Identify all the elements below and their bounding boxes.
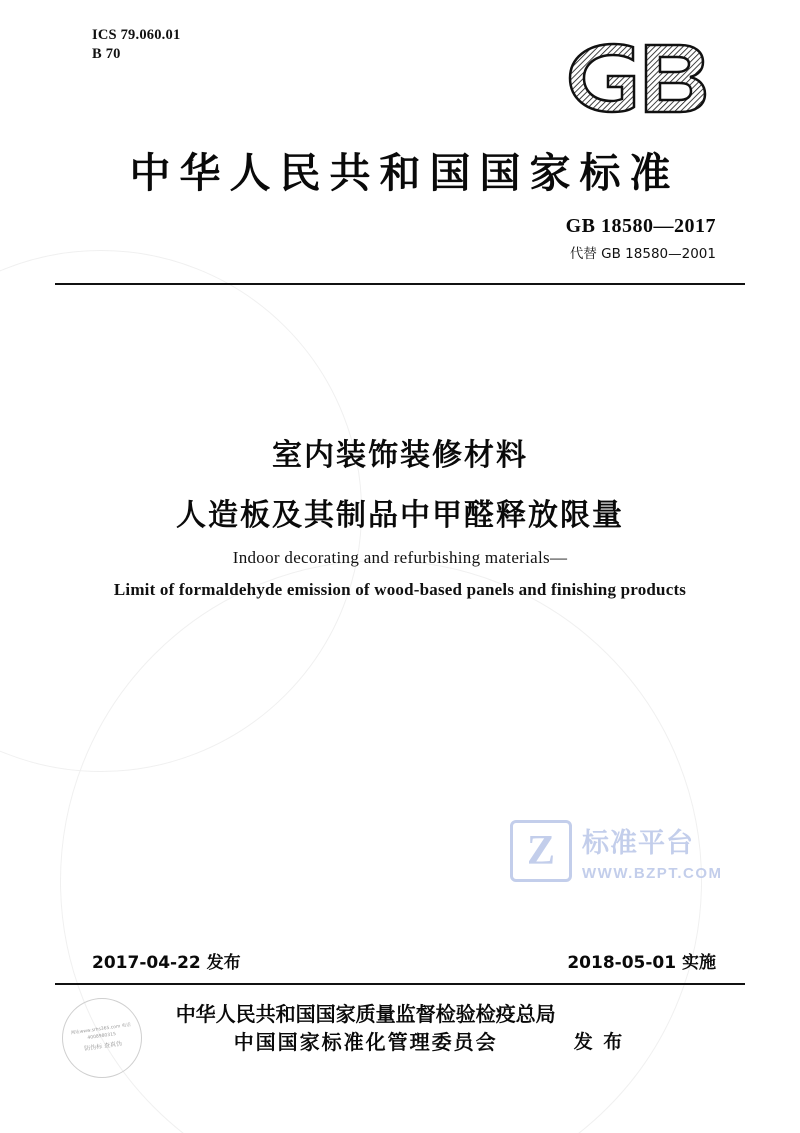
issuer-line-1: 中华人民共和国国家质量监督检验检疫总局 — [175, 1002, 556, 1026]
replaces-label: 代替 — [569, 246, 597, 262]
subject-english-line-2: Limit of formaldehyde emission of wood-based panels and finishing products — [113, 580, 687, 599]
issue-word: 发 布 — [573, 1031, 625, 1053]
standard-number-block — [566, 215, 716, 262]
publish-date: 2017-04-22 发布 — [92, 953, 241, 973]
watermark — [510, 820, 722, 882]
classification-code: B 70 — [92, 46, 121, 62]
issuer-names — [176, 1000, 556, 1056]
subject-line-2: 人造板及其制品中甲醛释放限量 — [176, 498, 624, 533]
standard-number: GB 18580—2017 — [565, 215, 716, 237]
page-title: 中华人民共和国国家标准 — [129, 149, 680, 197]
watermark-name: 标准平台 — [582, 827, 694, 859]
replaces-number: GB 18580—2001 — [601, 246, 716, 262]
gb-logo-icon — [556, 26, 716, 126]
implement-date: 2018-05-01 实施 — [567, 953, 716, 973]
subject-title — [0, 430, 800, 534]
date-row — [92, 948, 716, 973]
issuer-line-2: 中国国家标准化管理委员会 — [233, 1030, 498, 1054]
seal-text-line-2: 防伪标 查真伪 — [83, 1040, 123, 1053]
subject-english-line-1: Indoor decorating and refurbishing materials— — [232, 548, 568, 567]
ics-code: ICS 79.060.01 — [92, 27, 181, 43]
subject-title-english — [0, 548, 800, 600]
watermark-text — [582, 821, 722, 882]
replaces-line — [566, 242, 716, 262]
seal-text-line-1: 网址www.srhs365.com 电话4008980315 — [70, 1022, 132, 1041]
watermark-logo-letter: Z — [526, 828, 555, 874]
watermark-url: WWW.BZPT.COM — [582, 864, 723, 882]
watermark-logo-icon — [510, 820, 572, 882]
footer-divider — [55, 983, 745, 985]
subject-line-1: 室内装饰装修材料 — [272, 438, 528, 473]
header-divider — [55, 283, 745, 285]
issuer-block — [0, 1000, 800, 1056]
ics-block — [92, 26, 180, 64]
